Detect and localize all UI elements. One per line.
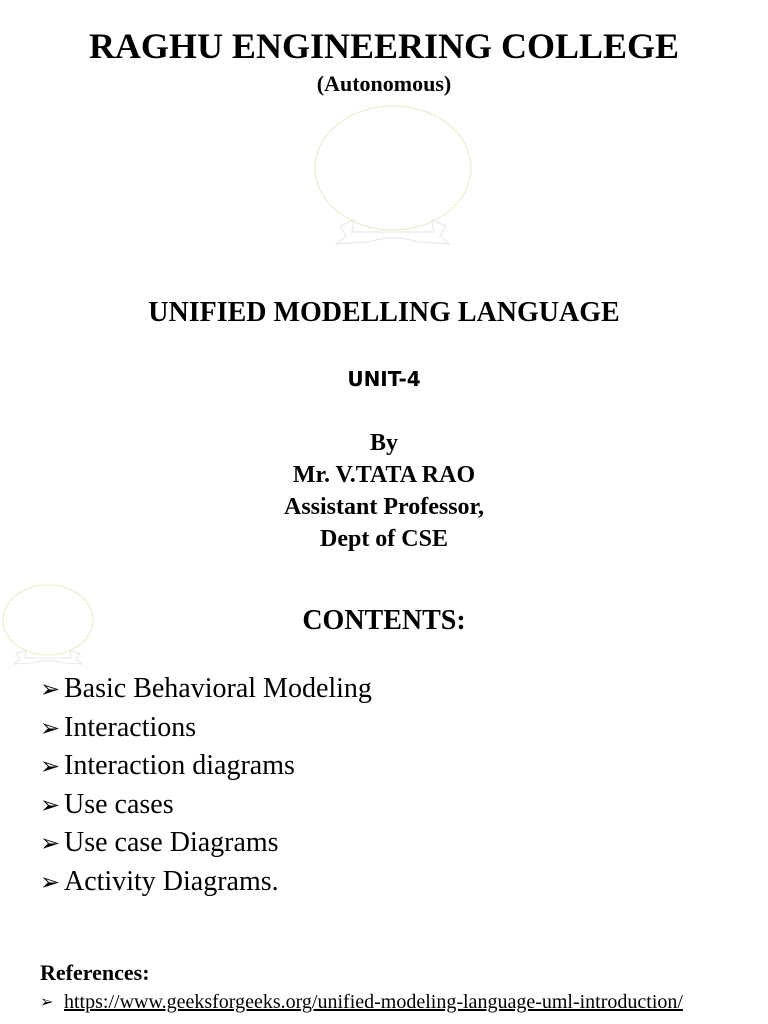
college-name: RAGHU ENGINEERING COLLEGE [88, 26, 680, 66]
arrow-bullet-icon: ➢ [40, 992, 54, 1011]
list-item [40, 786, 372, 825]
list-item [40, 747, 372, 786]
contents-list [40, 670, 372, 902]
arrow-bullet-icon: ➢ [40, 790, 61, 819]
arrow-bullet-icon: ➢ [40, 752, 61, 781]
list-item [40, 709, 372, 748]
college-logo-icon [310, 102, 476, 250]
arrow-bullet-icon: ➢ [40, 829, 61, 858]
autonomous-label: (Autonomous) [316, 71, 452, 96]
arrow-bullet-icon: ➢ [40, 713, 61, 742]
arrow-bullet-icon: ➢ [40, 675, 61, 703]
list-item-label: Interaction diagrams [64, 750, 295, 782]
reference-link[interactable]: https://www.geeksforgeeks.org/unified-modeling-language-uml-introduction/ [64, 991, 683, 1013]
author-role: Assistant Professor, [283, 494, 484, 520]
contents-heading: CONTENTS: [302, 605, 466, 636]
list-item [40, 863, 372, 902]
author-department: Dept of CSE [319, 526, 448, 552]
list-item-label: Use cases [64, 788, 174, 820]
document-title: UNIFIED MODELLING LANGUAGE [148, 297, 620, 328]
arrow-bullet-icon: ➢ [40, 867, 61, 896]
unit-label: UNIT-4 [347, 367, 421, 391]
references-heading: References: [40, 960, 150, 985]
reference-item [40, 990, 740, 1014]
author-name: Mr. V.TATA RAO [292, 462, 476, 488]
list-item [40, 670, 372, 709]
list-item-label: Basic Behavioral Modeling [64, 673, 372, 704]
list-item-label: Activity Diagrams. [64, 865, 279, 897]
list-item-label: Interactions [64, 711, 197, 743]
list-item [40, 824, 372, 863]
list-item-label: Use case Diagrams [64, 827, 279, 859]
author-by: By [369, 430, 398, 456]
